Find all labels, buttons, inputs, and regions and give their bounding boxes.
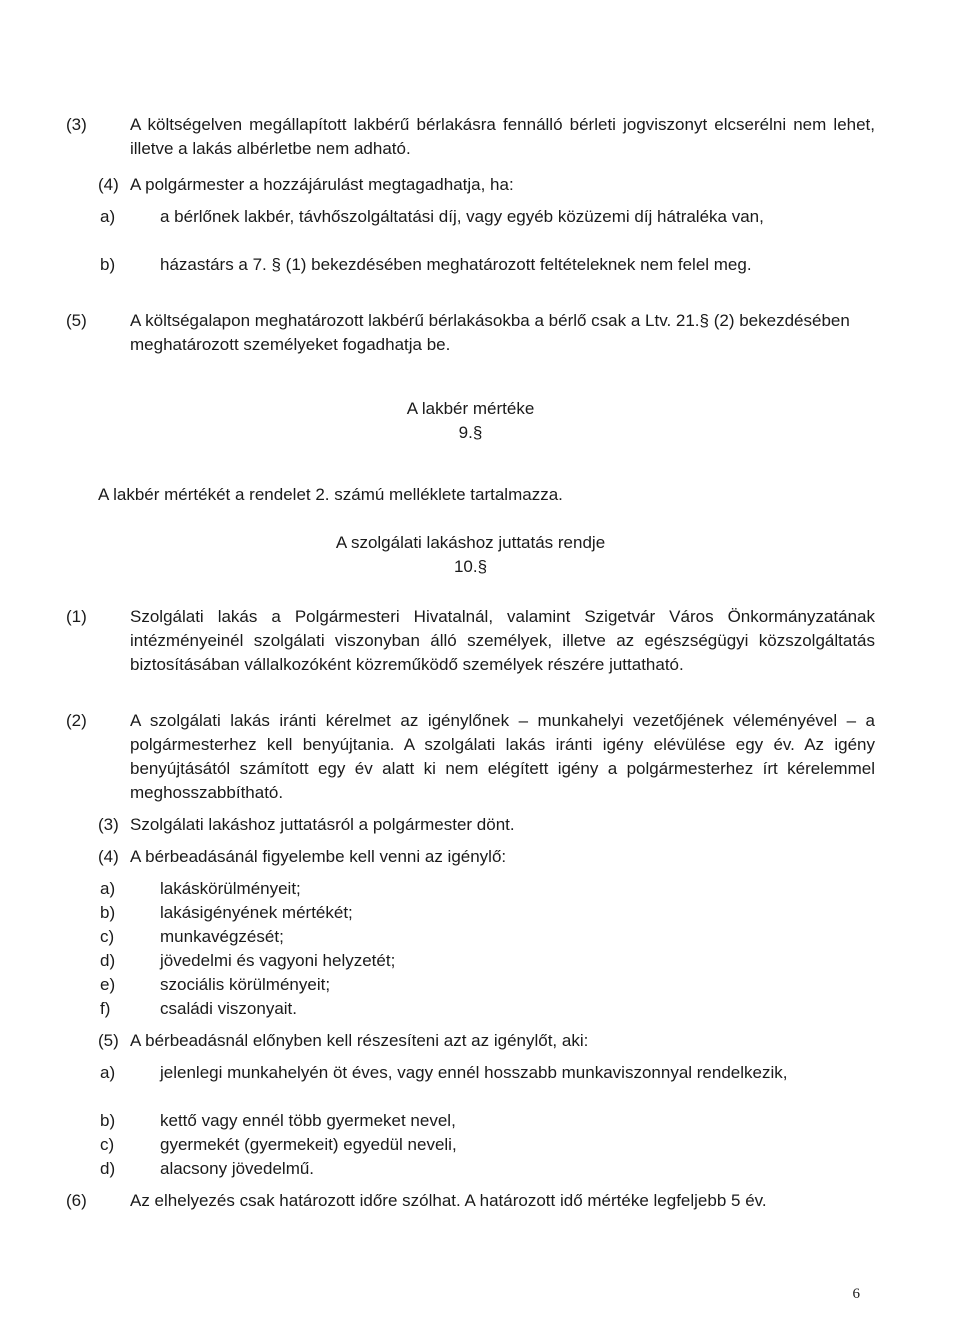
paragraph-number: (5): [98, 1031, 119, 1050]
section10-paragraph-5: [98, 1029, 843, 1053]
list-item-text: lakásigényének mértékét;: [160, 903, 353, 922]
list-item: [100, 1157, 872, 1181]
list-item: [100, 1109, 872, 1133]
paragraph-text: A polgármester a hozzájárulást megtagadhatja, ha:: [130, 175, 514, 194]
section-number: 9.§: [458, 423, 483, 442]
list-item-text: jövedelmi és vagyoni helyzetét;: [160, 951, 396, 970]
list-item: [100, 997, 872, 1021]
list-item-label: c): [100, 1135, 115, 1154]
list-item: [100, 205, 872, 229]
list-item-label: d): [100, 1159, 116, 1178]
list-item-label: c): [100, 927, 115, 946]
list-item-label: b): [100, 903, 116, 922]
paragraph-text: Szolgálati lakás a Polgármesteri Hivatalnál, valamint Szigetvár Város Önkormányzatának intézményeinél szolgálati viszonyban álló személyek, illetve az egészségügyi közszolgáltatás biztosításában vállalkozóként közreműködő személyek részére juttatható.: [130, 607, 875, 674]
paragraph-number: (3): [66, 115, 87, 134]
paragraph-number: (6): [66, 1191, 87, 1210]
list-item-label: d): [100, 951, 116, 970]
list-item-text: családi viszonyait.: [160, 999, 298, 1018]
paragraph-text: A bérbeadásnál előnyben kell részesíteni azt az igénylőt, aki:: [130, 1031, 589, 1050]
section-title: A szolgálati lakáshoz juttatás rendje: [335, 533, 606, 552]
section10-paragraph-6: [66, 1189, 875, 1213]
list-item: [100, 1061, 872, 1085]
list-item-text: kettő vagy ennél több gyermeket nevel,: [160, 1111, 456, 1130]
list-item-label: e): [100, 975, 116, 994]
section10-paragraph-1: [66, 605, 875, 677]
list-item: [100, 973, 872, 997]
paragraph-text: A költségelven megállapított lakbérű bérlakásra fennálló bérleti jogviszonyt elcserélni nem lehet, illetve a lakás albérletbe nem adható.: [130, 115, 875, 158]
section10-paragraph-2: [66, 709, 875, 805]
list-item: [100, 877, 872, 901]
section-title: A lakbér mértéke: [406, 399, 535, 418]
paragraph-3: [66, 113, 875, 161]
list-item: [100, 253, 872, 277]
paragraph-text: A szolgálati lakás iránti kérelmet az igénylőnek – munkahelyi vezetőjének véleményével – a polgármesterhez kell benyújtania. A szolgálati lakás iránti igény elévülése egy év. Az igény benyújtásától számított egy év alatt ki nem elégített igény a polgármesterhez írt kérelemmel meghosszabbítható.: [130, 711, 875, 802]
list-item-label: a): [100, 879, 116, 898]
list-item-text: munkavégzését;: [160, 927, 284, 946]
list-item-label: b): [100, 1111, 116, 1130]
paragraph-5: [66, 309, 875, 357]
section-text: A lakbér mértékét a rendelet 2. számú melléklete tartalmazza.: [98, 485, 563, 504]
list-item-label: f): [100, 999, 111, 1018]
list-item-label: a): [100, 207, 116, 226]
list-item-text: gyermekét (gyermekeit) egyedül neveli,: [160, 1135, 457, 1154]
list-item-text: szociális körülményeit;: [160, 975, 331, 994]
list-item: [100, 925, 872, 949]
paragraph-text: Az elhelyezés csak határozott időre szólhat. A határozott idő mértéke legfeljebb 5 év.: [130, 1191, 767, 1210]
paragraph-number: (1): [66, 607, 87, 626]
list-item-text: lakáskörülményeit;: [160, 879, 301, 898]
paragraph-number: (3): [98, 815, 119, 834]
list-item-text: a bérlőnek lakbér, távhőszolgáltatási díj, vagy egyéb közüzemi díj hátraléka van,: [160, 207, 764, 226]
section10-paragraph-3: [98, 813, 843, 837]
list-item: [100, 1133, 872, 1157]
list-item-label: b): [100, 255, 116, 274]
section10-paragraph-4: [98, 845, 843, 869]
section-number: 10.§: [453, 557, 488, 576]
list-item-text: jelenlegi munkahelyén öt éves, vagy ennél hosszabb munkaviszonnyal rendelkezik,: [160, 1063, 788, 1082]
paragraph-number: (2): [66, 711, 87, 730]
paragraph-text: Szolgálati lakáshoz juttatásról a polgármester dönt.: [130, 815, 515, 834]
paragraph-number: (4): [98, 847, 119, 866]
list-item: [100, 901, 872, 925]
paragraph-4: [98, 173, 843, 197]
paragraph-text: A költségalapon meghatározott lakbérű bérlakásokba a bérlő csak a Ltv. 21.§ (2) bekezdésében meghatározott személyeket fogadhatja be.: [130, 311, 850, 354]
list-item-text: házastárs a 7. § (1) bekezdésében meghatározott feltételeknek nem felel meg.: [160, 255, 752, 274]
list-item: [100, 949, 872, 973]
paragraph-number: (5): [66, 311, 87, 330]
paragraph-text: A bérbeadásánál figyelembe kell venni az igénylő:: [130, 847, 507, 866]
list-item-text: alacsony jövedelmű.: [160, 1159, 315, 1178]
page-number: 6: [852, 1286, 860, 1302]
list-item-label: a): [100, 1063, 116, 1082]
paragraph-number: (4): [98, 175, 119, 194]
